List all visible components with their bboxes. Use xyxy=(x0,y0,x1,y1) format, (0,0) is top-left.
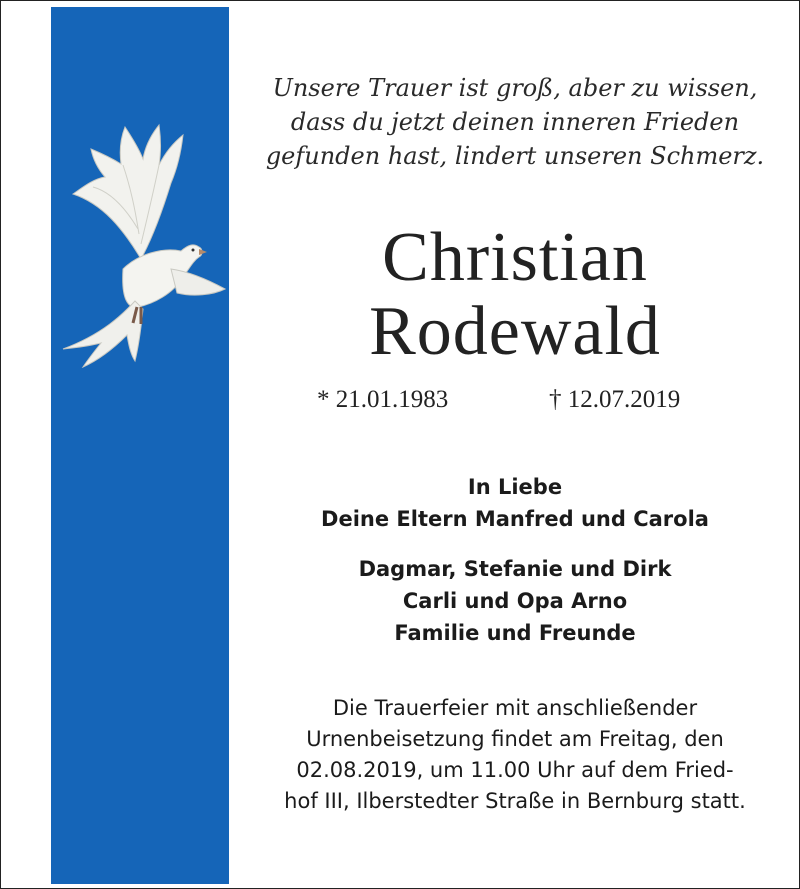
mourner-line: Carli und Opa Arno xyxy=(402,589,628,613)
mourner-line: Familie und Freunde xyxy=(394,621,636,645)
notice-line: 02.08.2019, um 11.00 Uhr auf dem Fried- xyxy=(296,758,734,782)
obituary-text xyxy=(229,1,800,889)
notice-line: Die Trauerfeier mit anschließender xyxy=(332,696,698,720)
notice-line: hof III, Ilberstedter Straße in Bernburg statt. xyxy=(284,789,746,813)
quote-line: gefunden hast, lindert unseren Schmerz. xyxy=(265,142,765,170)
mourners-parents: Deine Eltern Manfred und Carola xyxy=(321,507,709,531)
notice-line: Urnenbeisetzung findet am Freitag, den xyxy=(306,727,724,751)
birth-date: * 21.01.1983 xyxy=(317,386,449,413)
white-dove-icon xyxy=(53,109,231,369)
deceased-last-name: Rodewald xyxy=(369,293,661,370)
mourners-intro: In Liebe xyxy=(467,475,563,499)
mourners-list xyxy=(229,471,800,649)
funeral-notice xyxy=(229,693,800,817)
mourner-line: Dagmar, Stefanie und Dirk xyxy=(358,557,672,581)
quote-line: Unsere Trauer ist groß, aber zu wissen, xyxy=(272,74,758,102)
deceased-name xyxy=(229,221,800,369)
deceased-first-name: Christian xyxy=(382,219,648,296)
quote-line: dass du jetzt deinen inneren Frieden xyxy=(290,108,740,136)
death-date: † 12.07.2019 xyxy=(549,386,681,413)
condolence-quote xyxy=(229,71,800,173)
